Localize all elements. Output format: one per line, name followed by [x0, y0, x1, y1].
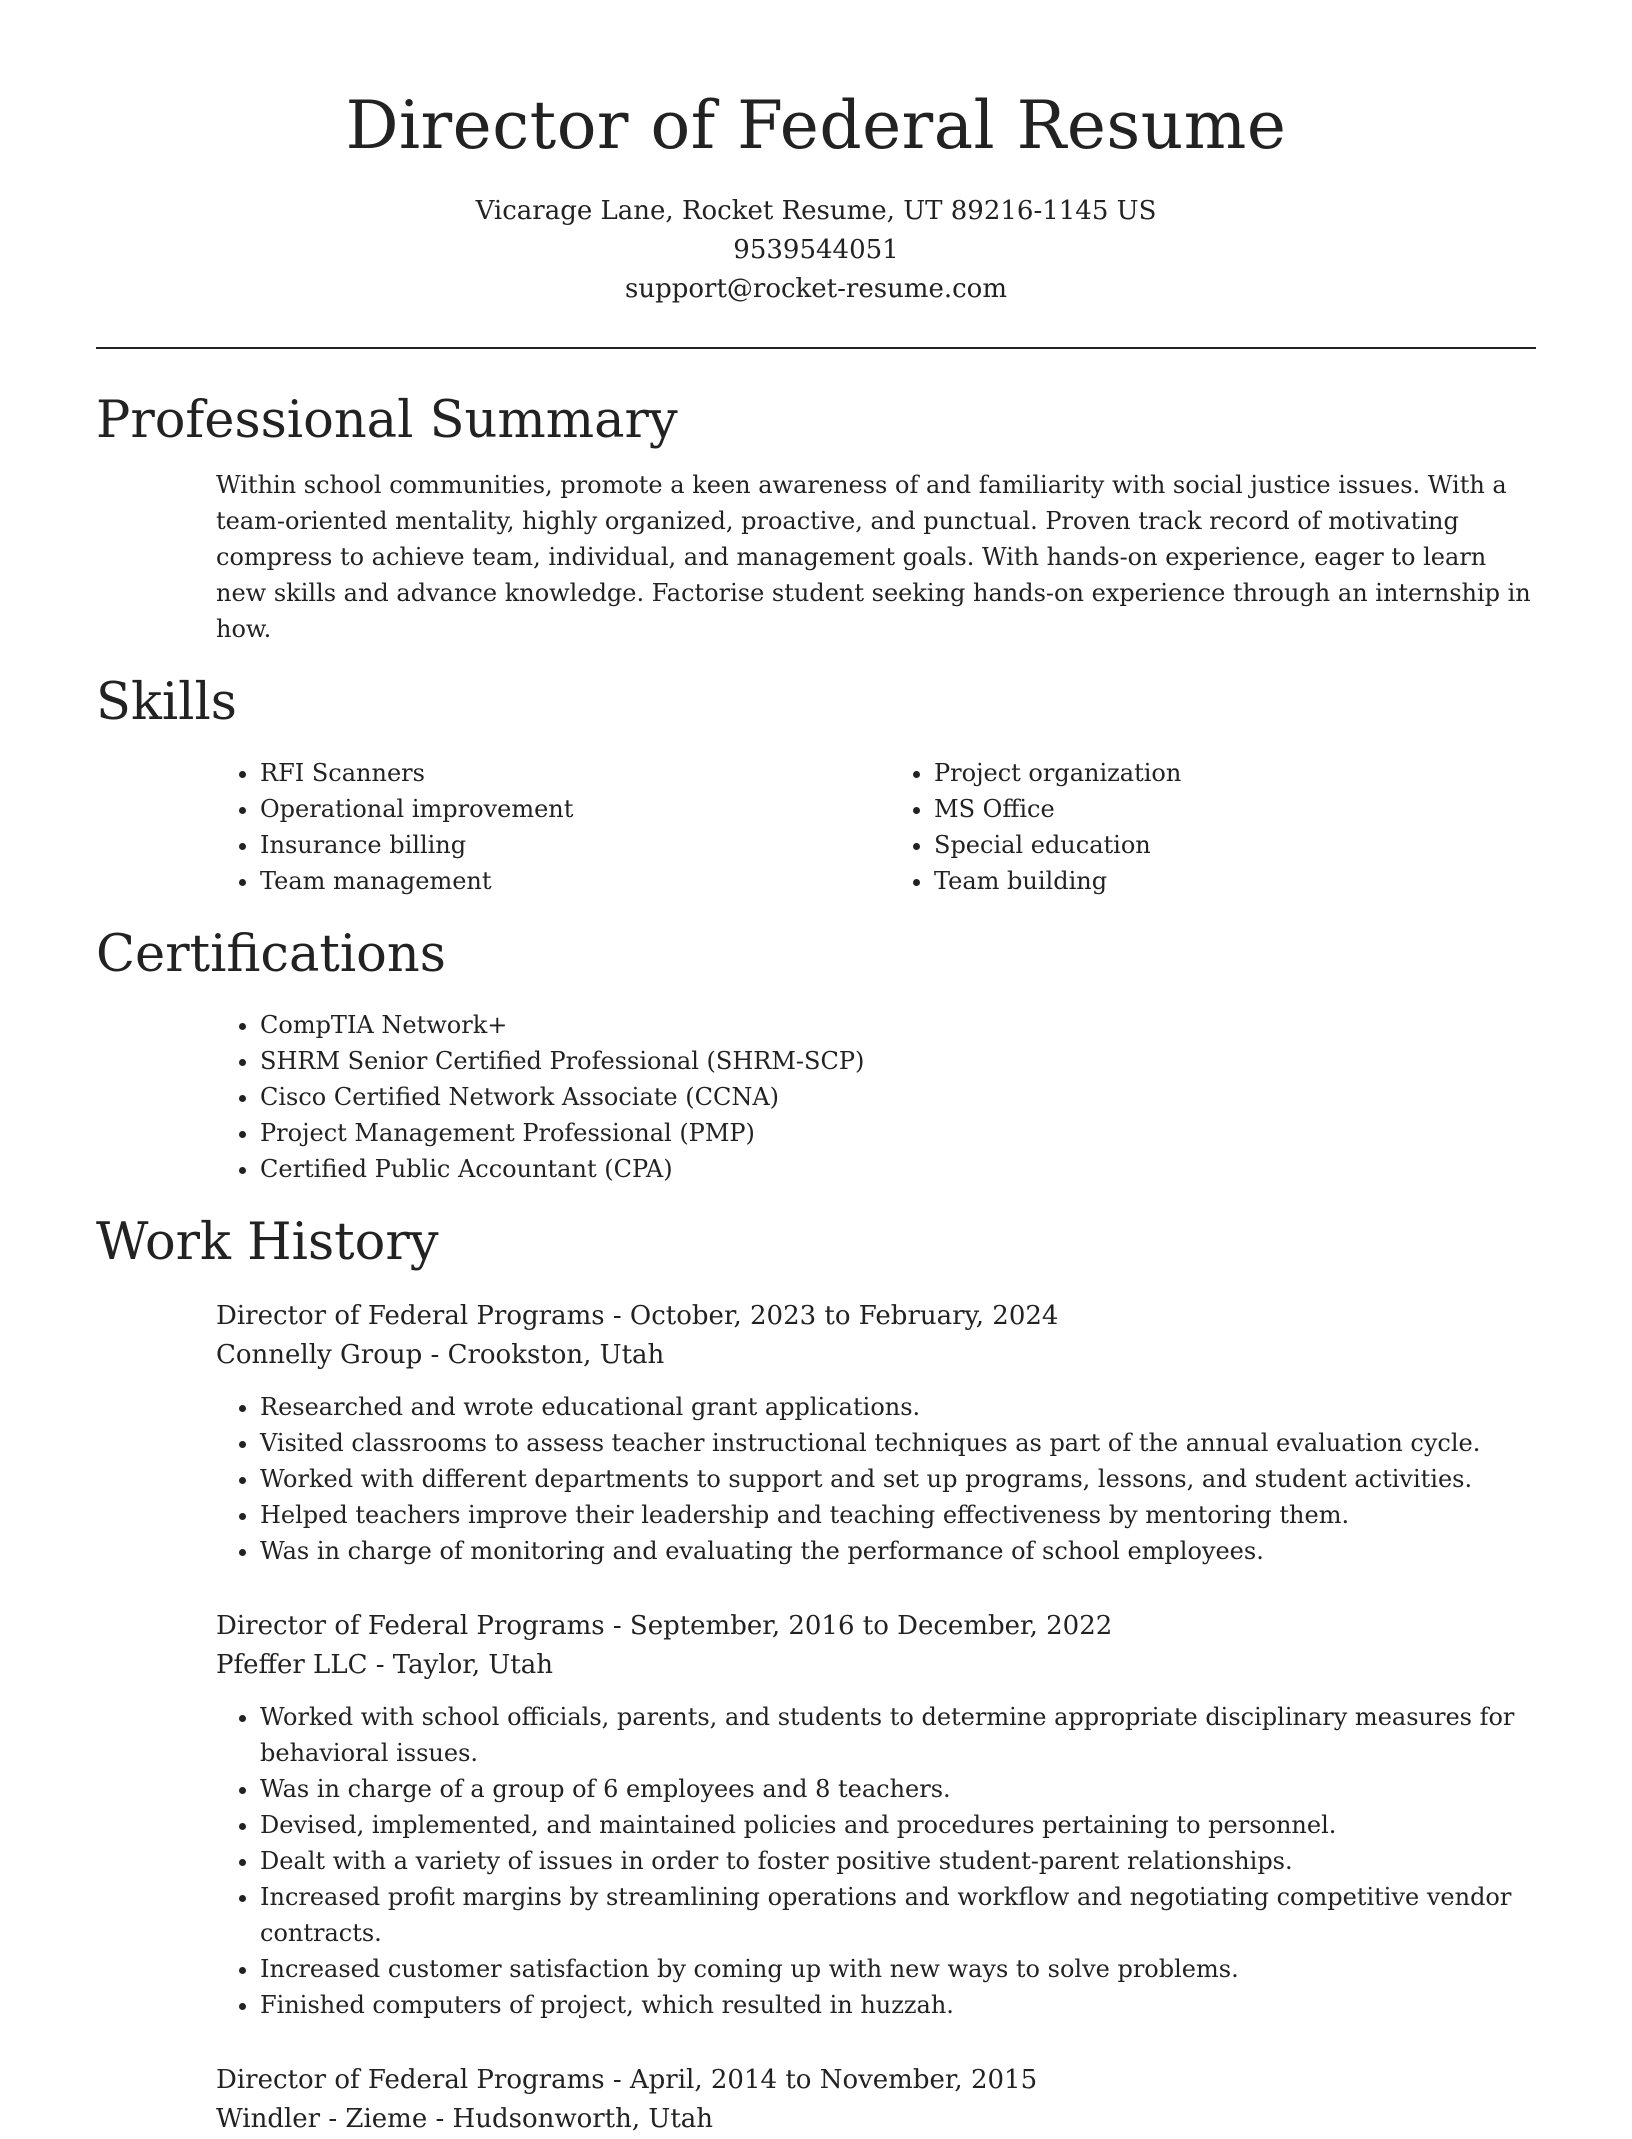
skill-item: • Insurance billing — [260, 827, 910, 863]
skills-list — [96, 755, 1536, 899]
responsibility-item: • Increased profit margins by streamlining operations and workflow and negotiating competitive vendor contracts. — [260, 1879, 1536, 1951]
skill-item: • Operational improvement — [260, 791, 910, 827]
professional-summary-text: Within school communities, promote a keen awareness of and familiarity with social justice issues. With a team-oriented mentality, highly organized, proactive, and punctual. Proven track record of motivating compress to achieve team, individual, and management goals. With hands-on experience, eager to learn new skills and advance knowledge. Factorise student seeking hands-on experience through an internship in how. — [216, 471, 1531, 643]
skills-section — [96, 673, 1536, 899]
skill-item: • Team building — [934, 863, 1534, 899]
job-title-dates: Director of Federal Programs - April, 2014 to November, 2015 — [216, 2065, 1038, 2095]
certifications-section — [96, 925, 1536, 1187]
certification-item: • SHRM Senior Certified Professional (SHRM-SCP) — [260, 1043, 1536, 1079]
responsibility-item: • Worked with school officials, parents, and students to determine appropriate disciplinary measures for behavioral issues. — [260, 1699, 1536, 1771]
skill-item: • Project organization — [934, 755, 1534, 791]
responsibility-item: • Devised, implemented, and maintained policies and procedures pertaining to personnel. — [260, 1807, 1536, 1843]
job-responsibilities — [216, 1389, 1536, 1569]
work-history-heading: Work History — [96, 1213, 439, 1272]
certifications-heading: Certifications — [96, 925, 446, 984]
skill-item: • RFI Scanners — [260, 755, 910, 791]
resume-page — [96, 0, 1536, 2139]
header-divider — [96, 347, 1536, 349]
certification-item: • Project Management Professional (PMP) — [260, 1115, 1536, 1151]
job-title-dates: Director of Federal Programs - September, 2016 to December, 2022 — [216, 1611, 1113, 1641]
contact-address: Vicarage Lane, Rocket Resume, UT 89216-1145 US — [475, 196, 1157, 226]
certifications-bullets — [216, 1007, 1536, 1187]
skill-item: • MS Office — [934, 791, 1534, 827]
skills-heading: Skills — [96, 673, 237, 732]
professional-summary-heading: Professional Summary — [96, 391, 678, 450]
contact-info — [96, 192, 1536, 309]
skill-item: • Special education — [934, 827, 1534, 863]
responsibility-item: • Was in charge of a group of 6 employees and 8 teachers. — [260, 1771, 1536, 1807]
job-company-location: Connelly Group - Crookston, Utah — [216, 1340, 665, 1370]
professional-summary-section — [96, 391, 1536, 647]
responsibility-item: • Increased customer satisfaction by coming up with new ways to solve problems. — [260, 1951, 1536, 1987]
skills-column-left — [216, 755, 910, 899]
responsibility-item: • Finished computers of project, which resulted in huzzah. — [260, 1987, 1536, 2023]
responsibility-item: • Dealt with a variety of issues in order to foster positive student-parent relationships. — [260, 1843, 1536, 1879]
contact-email: support@rocket-resume.com — [624, 274, 1007, 304]
certification-item: • CompTIA Network+ — [260, 1007, 1536, 1043]
job-entry — [96, 2061, 1536, 2139]
job-company-location: Pfeffer LLC - Taylor, Utah — [216, 1650, 553, 1680]
job-entry — [96, 1297, 1536, 1569]
work-history-section — [96, 1213, 1536, 2139]
responsibility-item: • Researched and wrote educational grant applications. — [260, 1389, 1536, 1425]
job-entry — [96, 1607, 1536, 2023]
responsibility-item: • Helped teachers improve their leadership and teaching effectiveness by mentoring them. — [260, 1497, 1536, 1533]
certification-item: • Cisco Certified Network Associate (CCNA) — [260, 1079, 1536, 1115]
skill-item: • Team management — [260, 863, 910, 899]
responsibility-item: • Worked with different departments to support and set up programs, lessons, and student activities. — [260, 1461, 1536, 1497]
certification-item: • Certified Public Accountant (CPA) — [260, 1151, 1536, 1187]
resume-title: Director of Federal Resume — [345, 87, 1287, 164]
job-title-dates: Director of Federal Programs - October, 2023 to February, 2024 — [216, 1301, 1059, 1331]
responsibility-item: • Visited classrooms to assess teacher instructional techniques as part of the annual evaluation cycle. — [260, 1425, 1536, 1461]
job-company-location: Windler - Zieme - Hudsonworth, Utah — [216, 2104, 714, 2134]
certifications-list — [96, 1007, 1536, 1187]
responsibility-item: • Was in charge of monitoring and evaluating the performance of school employees. — [260, 1533, 1536, 1569]
skills-column-right — [910, 755, 1534, 899]
job-responsibilities — [216, 1699, 1536, 2023]
contact-phone: 9539544051 — [733, 235, 899, 265]
